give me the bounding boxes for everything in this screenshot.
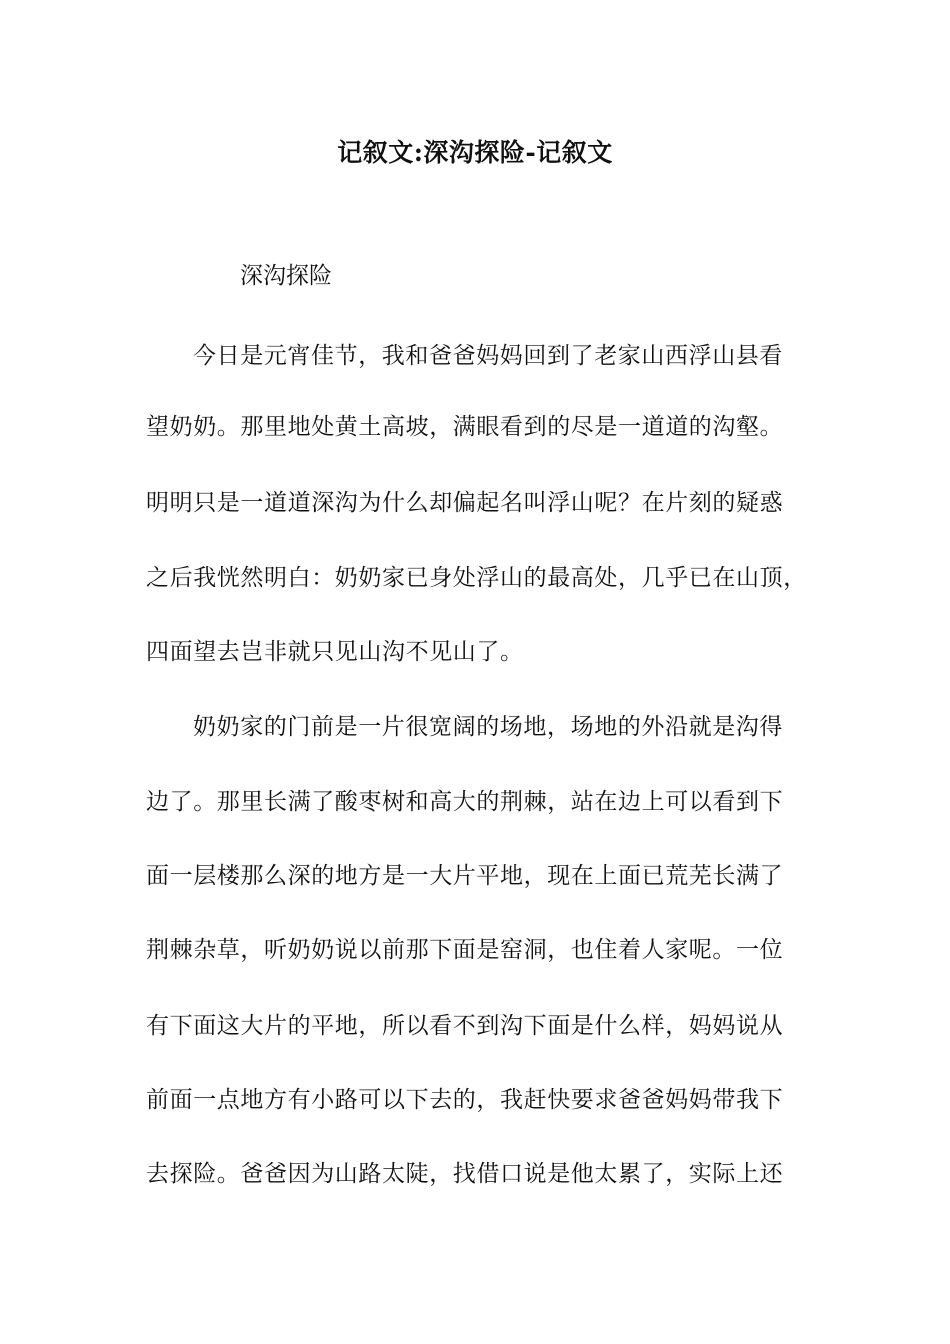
paragraph-2-line: 面一层楼那么深的地方是一大片平地，现在上面已荒芜长满了	[146, 863, 784, 889]
paragraph-2-line: 奶奶家的门前是一片很宽阔的场地，场地的外沿就是沟得	[193, 714, 783, 740]
paragraph-2-line: 有下面这大片的平地，所以看不到沟下面是什么样，妈妈说从	[146, 1013, 784, 1039]
paragraph-1-line: 明明只是一道道深沟为什么却偏起名叫浮山呢？在片刻的疑惑	[146, 490, 784, 516]
paragraph-1-line: 今日是元宵佳节，我和爸爸妈妈回到了老家山西浮山县看	[193, 343, 783, 369]
paragraph-2-line: 前面一点地方有小路可以下去的，我赶快要求爸爸妈妈带我下	[146, 1087, 784, 1113]
document-subtitle: 深沟探险	[240, 263, 332, 289]
paragraph-2-line: 边了。那里长满了酸枣树和高大的荆棘，站在边上可以看到下	[146, 789, 784, 815]
paragraph-2-line: 荆棘杂草，听奶奶说以前那下面是窑洞，也住着人家呢。一位	[146, 937, 784, 963]
paragraph-1-line: 望奶奶。那里地处黄土高坡，满眼看到的尽是一道道的沟壑。	[146, 414, 784, 440]
paragraph-1-line: 之后我恍然明白：奶奶家已身处浮山的最高处，几乎已在山顶，	[146, 565, 807, 591]
paragraph-1-line: 四面望去岂非就只见山沟不见山了。	[146, 639, 524, 665]
paragraph-2-line: 去探险。爸爸因为山路太陡，找借口说是他太累了，实际上还	[146, 1161, 784, 1187]
document-title: 记叙文:深沟探险-记叙文	[337, 138, 613, 167]
